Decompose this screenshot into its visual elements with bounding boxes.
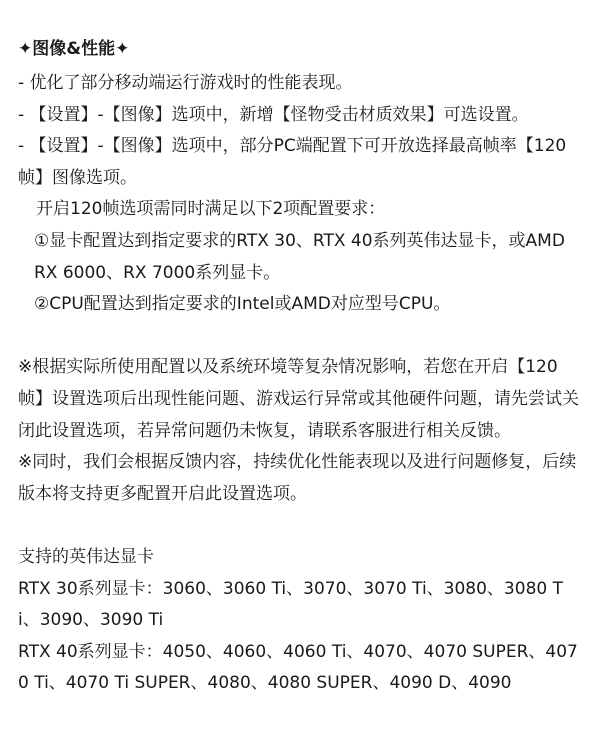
note-troubleshooting: ※根据实际所使用配置以及系统环境等复杂情况影响，若您在开启【120帧】设置选项后出现性能问题、游戏运行异常或其他硬件问题，请先尝试关闭此设置选项，若异常问题仍未恢复，请联系客服进行相关反馈。 (18, 357, 579, 441)
gpu-list-rtx30: RTX 30系列显卡：3060、3060 Ti、3070、3070 Ti、3080、3080 Ti、3090、3090 Ti (18, 578, 563, 631)
item-120fps-option: - 【设置】-【图像】选项中，部分PC端配置下可开放选择最高帧率【120帧】图像选项。 (18, 136, 567, 188)
item-mobile-performance: - 优化了部分移动端运行游戏时的性能表现。 (18, 73, 353, 93)
note-future-support: ※同时，我们会根据反馈内容，持续优化性能表现以及进行问题修复，后续版本将支持更多配置开启此设置选项。 (18, 452, 577, 504)
requirements-intro: 开启120帧选项需同时满足以下2项配置要求： (36, 199, 386, 220)
item-monster-hit-material: - 【设置】-【图像】选项中，新增【怪物受击材质效果】可选设置。 (18, 104, 529, 125)
requirement-cpu: ②CPU配置达到指定要求的Intel或AMD对应型号CPU。 (34, 294, 451, 315)
requirement-gpu: ①显卡配置达到指定要求的RTX 30、RTX 40系列英伟达显卡，或AMD RX 6000、RX 7000系列显卡。 (34, 230, 571, 283)
spacer (18, 321, 582, 353)
spacer (18, 510, 582, 542)
gpu-list-rtx40: RTX 40系列显卡：4050、4060、4060 Ti、4070、4070 SUPER、4070 Ti、4070 Ti SUPER、4080、4080 SUPER、4090 D、4090 (18, 641, 578, 694)
section-title: ✦图像&性能✦ (18, 39, 130, 59)
gpu-list-title: 支持的英伟达显卡 (18, 546, 154, 567)
